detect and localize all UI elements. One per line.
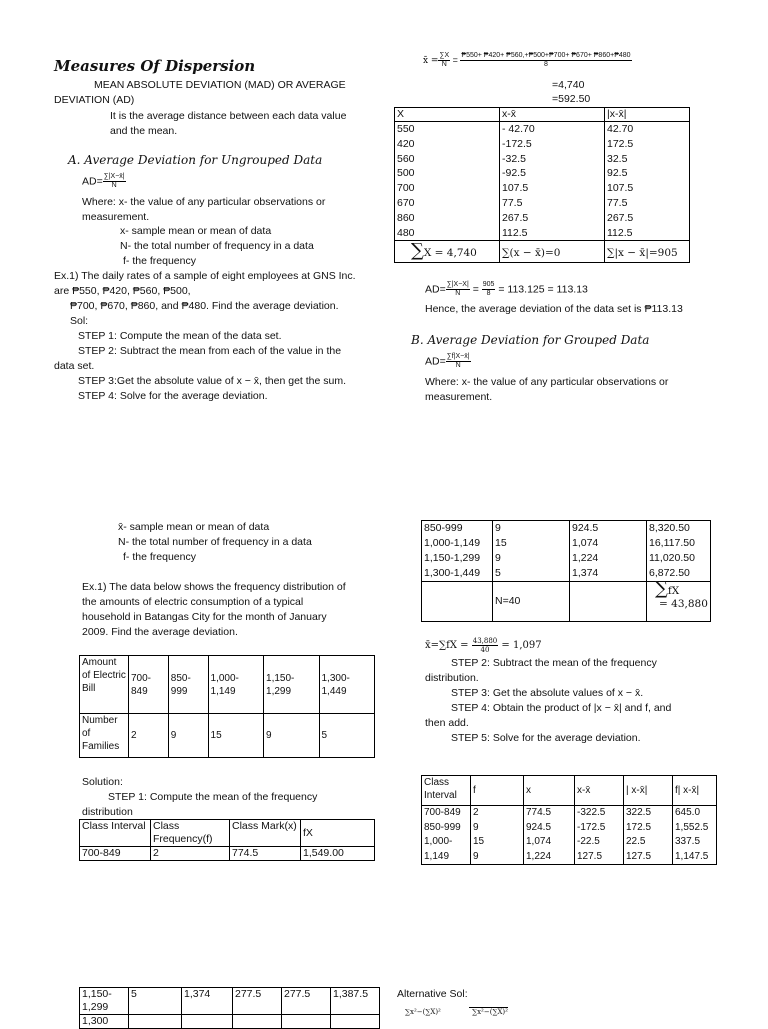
header-cell: x: [524, 776, 575, 806]
step1-line1: STEP 1: Compute the mean of the frequency: [108, 791, 318, 803]
step3: STEP 3:Get the absolute value of x − x̄, then get the sum.: [78, 375, 347, 387]
cell: 5: [319, 714, 375, 758]
f-definition-b: f- the frequency: [123, 551, 196, 563]
cell: 15: [208, 714, 263, 758]
interval-values: [422, 521, 493, 582]
solution-block: [82, 775, 370, 820]
ad-result-num: ∑|X−X|: [446, 281, 469, 288]
cell: 107.5: [607, 182, 634, 195]
ad-formula: [82, 173, 126, 190]
cell: 172.5: [607, 137, 634, 150]
cell: -32.5: [502, 152, 526, 165]
dev-col: [575, 806, 624, 865]
cell: 5: [129, 988, 182, 1015]
page-title: Measures Of Dispersion: [54, 57, 256, 75]
x-col: [524, 806, 575, 865]
where-b-line1: Where: x- the value of any particular observations or: [425, 376, 669, 388]
table-row: [422, 521, 711, 582]
continued-table: [79, 987, 380, 1029]
header-absdev: |x-x̄|: [605, 108, 690, 122]
sum-fx-cell: ∑fX = 43,880: [647, 582, 711, 622]
cell: -172.5: [577, 821, 606, 833]
n-definition: N- the total number of frequency in a data: [120, 240, 314, 252]
table-row: [422, 806, 717, 865]
cell: Number of Families: [80, 714, 129, 758]
f-definition: f- the frequency: [123, 255, 196, 267]
header-cell: fX: [301, 820, 375, 847]
header-x: X: [395, 108, 500, 122]
cell: 6,872.50: [649, 567, 690, 579]
xbar-definition: x- sample mean or mean of data: [120, 225, 272, 237]
cell: 15: [473, 836, 485, 847]
cell: 337.5: [675, 836, 701, 847]
cell: 700-849: [129, 656, 169, 714]
fx-table: [79, 819, 375, 861]
table-row: [395, 122, 690, 241]
cell: 1,000-1,149: [424, 537, 481, 549]
x-values: [395, 122, 500, 241]
cell: 22.5: [626, 836, 646, 847]
mean-val2: =592.50: [552, 93, 591, 105]
mean-val1: =4,740: [552, 79, 585, 91]
sum-fx-label: fX: [667, 585, 680, 597]
cell: 267.5: [502, 211, 529, 224]
cell: 267.5: [607, 211, 634, 224]
cell: -172.5: [502, 137, 532, 150]
def-line1: It is the average distance between each data value: [110, 110, 347, 122]
ad-result-tail: = 113.125 = 113.13: [498, 283, 588, 296]
ex1-line3: ₱700, ₱670, ₱860, and ₱480. Find the average deviation.: [70, 300, 339, 312]
n-definition-b: N- the total number of frequency in a data: [118, 536, 312, 548]
cell: 1,224: [572, 552, 599, 564]
mean-sum-den: 8: [544, 61, 548, 68]
sum-abs: ∑|x − x̄|=905: [605, 241, 690, 263]
grouped-steps: [425, 656, 713, 746]
section-a-heading: A. Average Deviation for Ungrouped Data: [68, 153, 323, 167]
cell: 8,320.50: [649, 522, 690, 534]
absdev-values: [605, 122, 690, 241]
cell: -322.5: [577, 807, 606, 818]
cell: 9: [495, 522, 501, 534]
header-cell: Class Frequency(f): [151, 820, 230, 847]
cell: 1,000-1,149: [208, 656, 263, 714]
header-dev: x-x̄: [500, 108, 605, 122]
cell: 2: [151, 847, 230, 861]
header-cell: f| x-x̄|: [673, 776, 717, 806]
cell: 42.70: [607, 123, 634, 135]
cell: 480: [397, 226, 415, 239]
ad-numerator: ∑|X−x̄|: [103, 173, 125, 180]
table-header-row: [422, 776, 717, 806]
cell: 77.5: [502, 196, 523, 209]
cell: 1,147.5: [675, 850, 709, 862]
ex-line1: Ex.1) The data below shows the frequency distribution of: [82, 581, 346, 593]
grouped-deviation-table: [421, 775, 717, 865]
cell: 127.5: [577, 850, 603, 862]
cell: 860: [397, 211, 415, 224]
cell: 107.5: [502, 182, 529, 195]
cell: 277.5: [233, 988, 282, 1015]
header-cell: f: [471, 776, 524, 806]
sol-label: Sol:: [70, 315, 89, 327]
n-total: N=40: [493, 582, 570, 622]
cell: 1,300: [80, 1015, 129, 1029]
cell: - 42.70: [502, 123, 535, 135]
mad-heading-line1: MEAN ABSOLUTE DEVIATION (MAD) OR AVERAGE: [94, 79, 346, 91]
steps-block: [54, 329, 370, 404]
cell: 92.5: [607, 167, 628, 180]
ad-result-den: N: [455, 290, 461, 297]
cell: 16,117.50: [649, 537, 695, 549]
mean-values: [552, 78, 590, 106]
step5: STEP 5: Solve for the average deviation.: [451, 732, 641, 744]
cell: 1,224: [526, 850, 552, 862]
cell: 1,074: [572, 537, 599, 549]
cell: 850-999: [168, 656, 208, 714]
cell: 9: [495, 552, 501, 564]
cell: 2: [473, 807, 479, 818]
step4: STEP 4: Solve for the average deviation.: [78, 390, 268, 402]
ex-line3: household in Batangas City for the month of January: [82, 611, 327, 623]
cell: 1,150-1,299: [264, 656, 319, 714]
cell: 322.5: [626, 807, 652, 818]
cell: 1,552.5: [675, 821, 709, 833]
definitions-list-b: [118, 520, 312, 565]
interval-col: [422, 806, 471, 865]
cell: 1,300-1,449: [424, 567, 481, 579]
cell: 5: [495, 567, 501, 579]
ad-b-den: N: [455, 362, 461, 369]
cell: 112.5: [502, 226, 528, 239]
cell: 1,300-1,449: [319, 656, 375, 714]
cell: 924.5: [526, 821, 552, 833]
cell: 850-999: [424, 821, 461, 833]
step4-line1: STEP 4: Obtain the product of |x − x̄| and f, and: [451, 702, 672, 714]
alt-sol-label: Alternative Sol:: [397, 988, 468, 1000]
solution-label: Solution:: [82, 776, 123, 788]
cell: 500: [397, 167, 415, 180]
xbar-definition-b: x̄- sample mean or mean of data: [118, 521, 270, 533]
cell: 560: [397, 152, 415, 165]
mean-grouped-num: 43,880: [472, 637, 498, 645]
total-row: [422, 582, 711, 622]
table-header-row: [80, 820, 375, 847]
sum-row: [395, 241, 690, 263]
cell: 774.5: [230, 847, 301, 861]
cell: -92.5: [502, 167, 526, 180]
cell: 850-999: [424, 522, 463, 534]
ad-result-prefix: AD=: [425, 283, 446, 296]
ex-line2: the amounts of electric consumption of a typical: [82, 596, 304, 608]
ad-b-formula: [425, 353, 471, 370]
cell: 277.5: [282, 988, 331, 1015]
table-header-row: [395, 108, 690, 122]
fabsdev-col: [673, 806, 717, 865]
cell: 700-849: [80, 847, 151, 861]
example1: [54, 269, 372, 329]
cell: 77.5: [607, 196, 628, 209]
cell: 1,150-1,299: [80, 988, 129, 1015]
definitions-list: [120, 224, 314, 269]
step3: STEP 3: Get the absolute values of x − x̄.: [451, 687, 644, 699]
mad-definition: [110, 109, 370, 139]
ad-result-num2: 905: [482, 281, 495, 288]
mean-grouped-tail: = 1,097: [501, 640, 542, 651]
ex1-line2: are ₱550, ₱420, ₱560, ₱500,: [54, 285, 191, 297]
absdev-col: [624, 806, 673, 865]
x-values: [570, 521, 647, 582]
header-cell: x-x̄: [575, 776, 624, 806]
f-values: [493, 521, 570, 582]
alt-formula: [405, 1008, 508, 1016]
cell: 645.0: [675, 807, 701, 818]
f-col: [471, 806, 524, 865]
mean-num: ∑X: [439, 52, 450, 59]
ex-line4: 2009. Find the average deviation.: [82, 626, 238, 638]
step2-line1: STEP 2: Subtract the mean from each of the value in the: [78, 345, 342, 357]
cell: -22.5: [577, 836, 600, 847]
cell: 11,020.50: [649, 552, 695, 564]
cell: 550: [397, 123, 415, 135]
table-row: [80, 988, 380, 1015]
cell: 1,000-1,149: [424, 836, 453, 862]
ad-prefix: AD=: [82, 175, 103, 188]
where-line2: measurement.: [82, 211, 150, 223]
cell: 32.5: [607, 152, 628, 165]
cell: 420: [397, 137, 415, 150]
table-row: [80, 714, 375, 758]
cell: 670: [397, 196, 415, 209]
step2-line2: distribution.: [425, 672, 479, 684]
hence-text: Hence, the average deviation of the data set is ₱113.13: [425, 303, 683, 315]
header-cell: Class Interval: [422, 776, 471, 806]
cell: 172.5: [626, 821, 652, 833]
table-row: [80, 847, 375, 861]
cell: 9: [473, 821, 479, 833]
cell: 1,074: [526, 836, 552, 847]
cell: 774.5: [526, 807, 552, 818]
step4-line2: then add.: [425, 717, 469, 729]
mean-grouped: [425, 637, 542, 654]
cell: 1,549.00: [301, 847, 375, 861]
step2-line2: data set.: [54, 360, 95, 372]
bill-table: [79, 655, 375, 758]
step1-line2: distribution: [82, 806, 133, 818]
header-cell: | x-x̄|: [624, 776, 673, 806]
mean-grouped-den: 40: [480, 646, 490, 654]
cell: 1,387.5: [331, 988, 380, 1015]
mean-formula: x̄ = $\frac{\sum X}{N}$ = $\frac{₱550+ ₱420+ ₱560,+₱500+₱700+ ₱670+ ₱860+₱480}{8}$: [423, 52, 631, 68]
table-row: [80, 1015, 380, 1029]
dev-values: [500, 122, 605, 241]
sum-dev: ∑(x − x̄)=0: [500, 241, 605, 263]
cell: 700-849: [424, 807, 461, 818]
where-block: [82, 195, 370, 225]
ad-denominator: N: [111, 182, 117, 189]
ad-b-num: ∑f|X−x̄|: [446, 353, 470, 360]
cell: 127.5: [626, 850, 652, 862]
where-b-block: [425, 375, 713, 405]
cell: Amount of Electric Bill: [80, 656, 129, 714]
ad-result: AD= $\frac{\sum|X-X|}{N}$ = $\frac{905}{8}$ = 113.125 = 113.13: [425, 281, 588, 297]
cell: 1,150-1,299: [424, 552, 481, 564]
alt-formula-1: ∑x²−(∑X)²: [405, 1008, 441, 1016]
deviation-table: [394, 107, 690, 263]
header-cell: Class Interval: [80, 820, 151, 847]
where-line1: Where: x- the value of any particular observations or: [82, 196, 326, 208]
cell: 112.5: [607, 226, 633, 239]
cell: 2: [129, 714, 169, 758]
mean-grouped-lhs: x̄=∑fX =: [425, 640, 469, 651]
where-b-line2: measurement.: [425, 391, 493, 403]
mean-lhs: x̄ =: [423, 55, 439, 66]
mad-heading: [54, 78, 370, 108]
table-row: [80, 656, 375, 714]
cell: 15: [495, 537, 507, 549]
sum-x: X = 4,740: [423, 247, 477, 260]
fx-values: [647, 521, 711, 582]
ad-result-den2: 8: [486, 290, 491, 297]
cell: 9: [473, 850, 479, 862]
cell: 700: [397, 182, 415, 195]
header-cell: Class Mark(x): [230, 820, 301, 847]
fx-continued-table: [421, 520, 711, 622]
example-grouped: [82, 580, 370, 640]
sum-fx-value: = 43,880: [659, 598, 708, 610]
ad-b-prefix: AD=: [425, 355, 446, 368]
cell: 924.5: [572, 522, 599, 534]
step2-line1: STEP 2: Subtract the mean of the frequency: [451, 657, 657, 669]
cell: 1,374: [572, 567, 599, 579]
def-line2: and the mean.: [110, 125, 178, 137]
ex1-line1: Ex.1) The daily rates of a sample of eight employees at GNS Inc.: [54, 270, 356, 282]
step1: STEP 1: Compute the mean of the data set.: [78, 330, 282, 342]
mean-sum-num: ₱550+ ₱420+ ₱560,+₱500+₱700+ ₱670+ ₱860+₱480: [461, 52, 631, 59]
alt-formula-2: ∑x²−(∑X)²: [469, 1007, 508, 1016]
mad-heading-line2: DEVIATION (AD): [54, 94, 135, 106]
mean-den: N: [441, 61, 447, 68]
sum-x-cell: ∑X = 4,740: [395, 241, 500, 263]
cell: 9: [168, 714, 208, 758]
cell: 1,374: [182, 988, 233, 1015]
section-b-heading: B. Average Deviation for Grouped Data: [411, 333, 650, 347]
cell: 9: [264, 714, 319, 758]
